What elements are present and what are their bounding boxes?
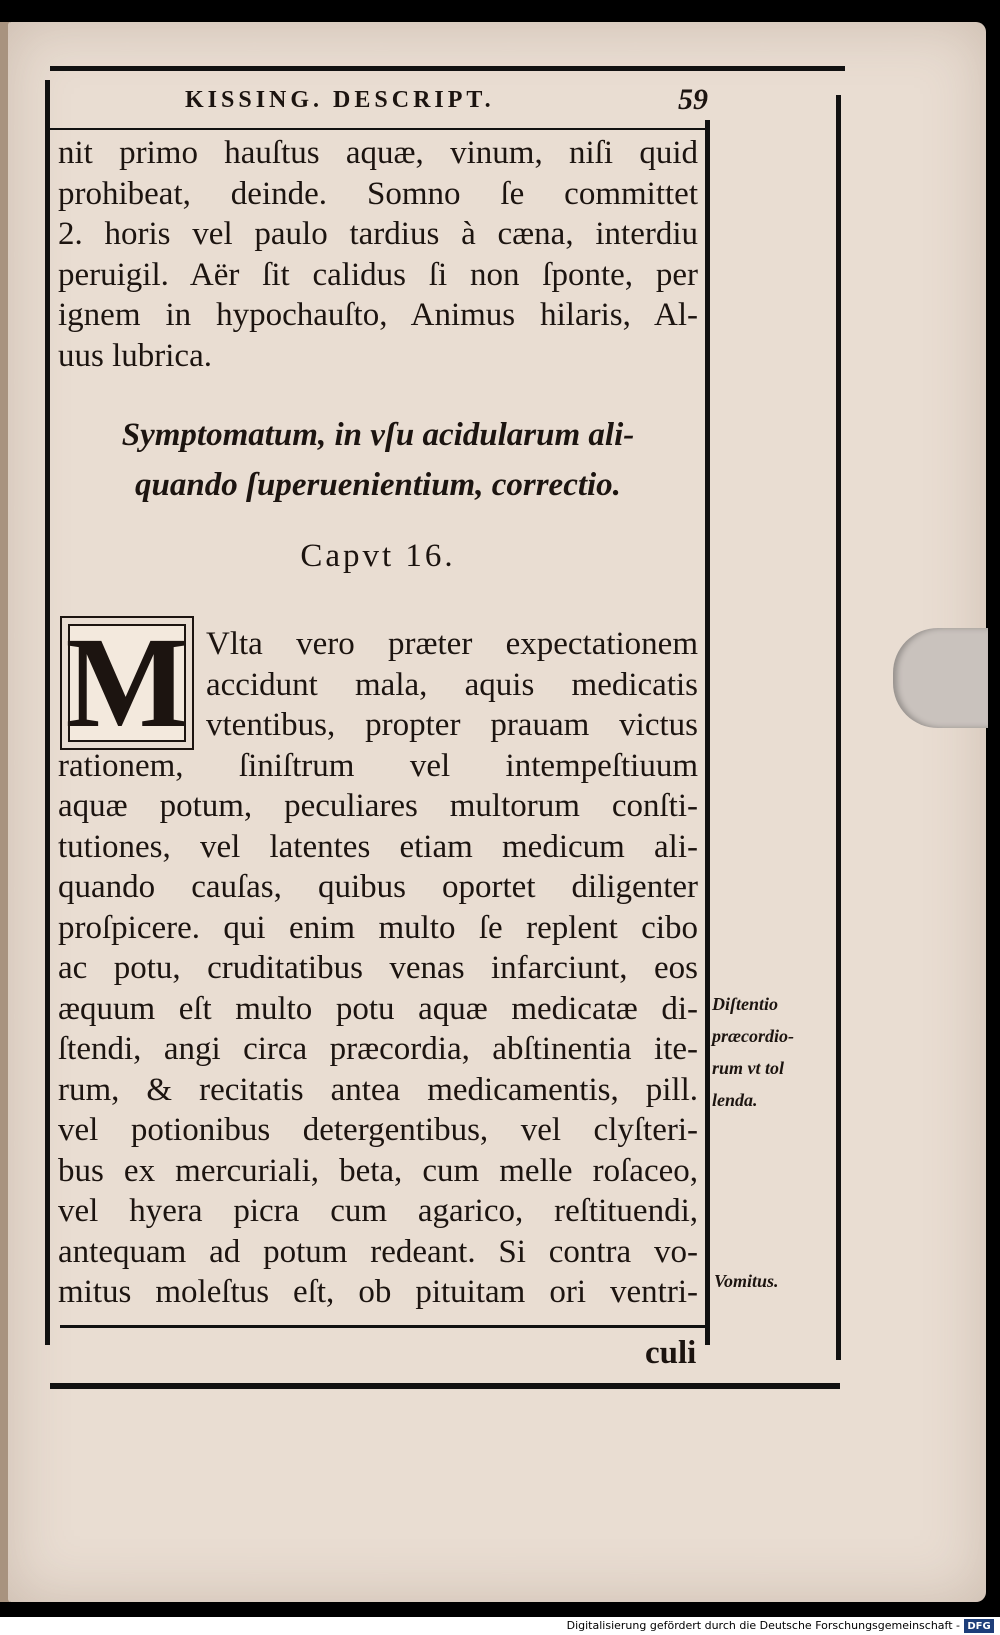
margin-note-line: lenda.	[712, 1090, 758, 1110]
initial-letter: M	[65, 611, 189, 755]
text-line: antequam ad potum redeant. Si contra vo-	[58, 1233, 698, 1270]
text-line: nit primo hauſtus aquæ, vinum, niſi quid	[58, 135, 698, 171]
text-line: peruigil. Aër ſit calidus ſi non ſponte, per	[58, 256, 698, 293]
text-line: æquum eſt multo potu aquæ medicatæ di-	[58, 990, 698, 1027]
paragraph-continuation	[58, 133, 698, 376]
text-line: rum, & recitatis antea medicamentis, pill.	[58, 1071, 698, 1108]
text-line: tutiones, vel latentes etiam medicum ali-	[58, 828, 698, 865]
text-line: bus ex mercuriali, beta, cum melle roſaceo,	[58, 1152, 698, 1189]
text-line: ſtendi, angi circa præcordia, abſtinentia ite-	[58, 1031, 698, 1067]
margin-note-vomitus	[714, 1265, 779, 1297]
margin-note-line: rum vt tol	[712, 1058, 785, 1078]
top-rule-inner	[50, 128, 710, 130]
page-header	[70, 80, 710, 120]
section-heading	[58, 410, 698, 510]
margin-note-line: Vomitus.	[714, 1271, 779, 1291]
text-line: vel potionibus detergentibus, vel clyſteri-	[58, 1112, 698, 1148]
text-line: proſpicere. qui enim multo ſe replent cibo	[58, 909, 698, 946]
chapter-title: Capvt 16.	[300, 538, 456, 574]
text-line: vtentibus, propter prauam victus	[206, 707, 698, 743]
text-line: rationem, ſiniſtrum vel intempeſtiuum	[58, 747, 698, 784]
bottom-rule	[50, 1383, 840, 1389]
heading-line: quando ſuperuenientium, correctio.	[135, 467, 621, 503]
text-line: uus lubrica.	[58, 337, 212, 374]
margin-note-line: præcordio-	[712, 1026, 794, 1046]
text-margin-divider	[705, 120, 710, 1345]
bottom-rule-inner	[60, 1325, 710, 1328]
text-line: Vlta vero præter expectationem	[206, 626, 698, 662]
margin-note-distentio	[712, 988, 794, 1116]
text-line: quando cauſas, quibus oportet diligenter	[58, 869, 698, 905]
page-tab-marker	[893, 628, 988, 728]
text-line: ignem in hypochauſto, Animus hilaris, Al-	[58, 297, 698, 333]
text-line: prohibeat, deinde. Somno ſe committet	[58, 175, 698, 212]
text-line: accidunt mala, aquis medicatis	[206, 666, 698, 703]
catchword: culi	[645, 1335, 697, 1371]
text-line: 2. horis vel paulo tardius à cæna, interdiu	[58, 216, 698, 252]
dfg-logo: DFG	[964, 1619, 994, 1633]
running-head: KISSING. DESCRIPT.	[185, 86, 495, 113]
text-line: ac potu, cruditatibus venas infarciunt, eos	[58, 950, 698, 986]
top-rule	[50, 66, 845, 71]
text-line: aquæ potum, peculiares multorum conſti-	[58, 788, 698, 824]
text-line: vel hyera picra cum agarico, reſtituendi,	[58, 1193, 698, 1229]
chapter-paragraph	[58, 624, 698, 1313]
heading-line: Symptomatum, in vſu acidularum ali-	[121, 417, 635, 453]
page-number: 59	[678, 83, 708, 116]
right-frame-line	[836, 95, 841, 1360]
left-frame-line	[45, 80, 50, 1345]
digitization-credit: Digitalisierung gefördert durch die Deutsche Forschungsgemeinschaft -	[566, 1619, 960, 1632]
text-line: mitus moleſtus eſt, ob pituitam ori ventri-	[58, 1274, 698, 1310]
margin-note-line: Diſtentio	[712, 994, 778, 1014]
